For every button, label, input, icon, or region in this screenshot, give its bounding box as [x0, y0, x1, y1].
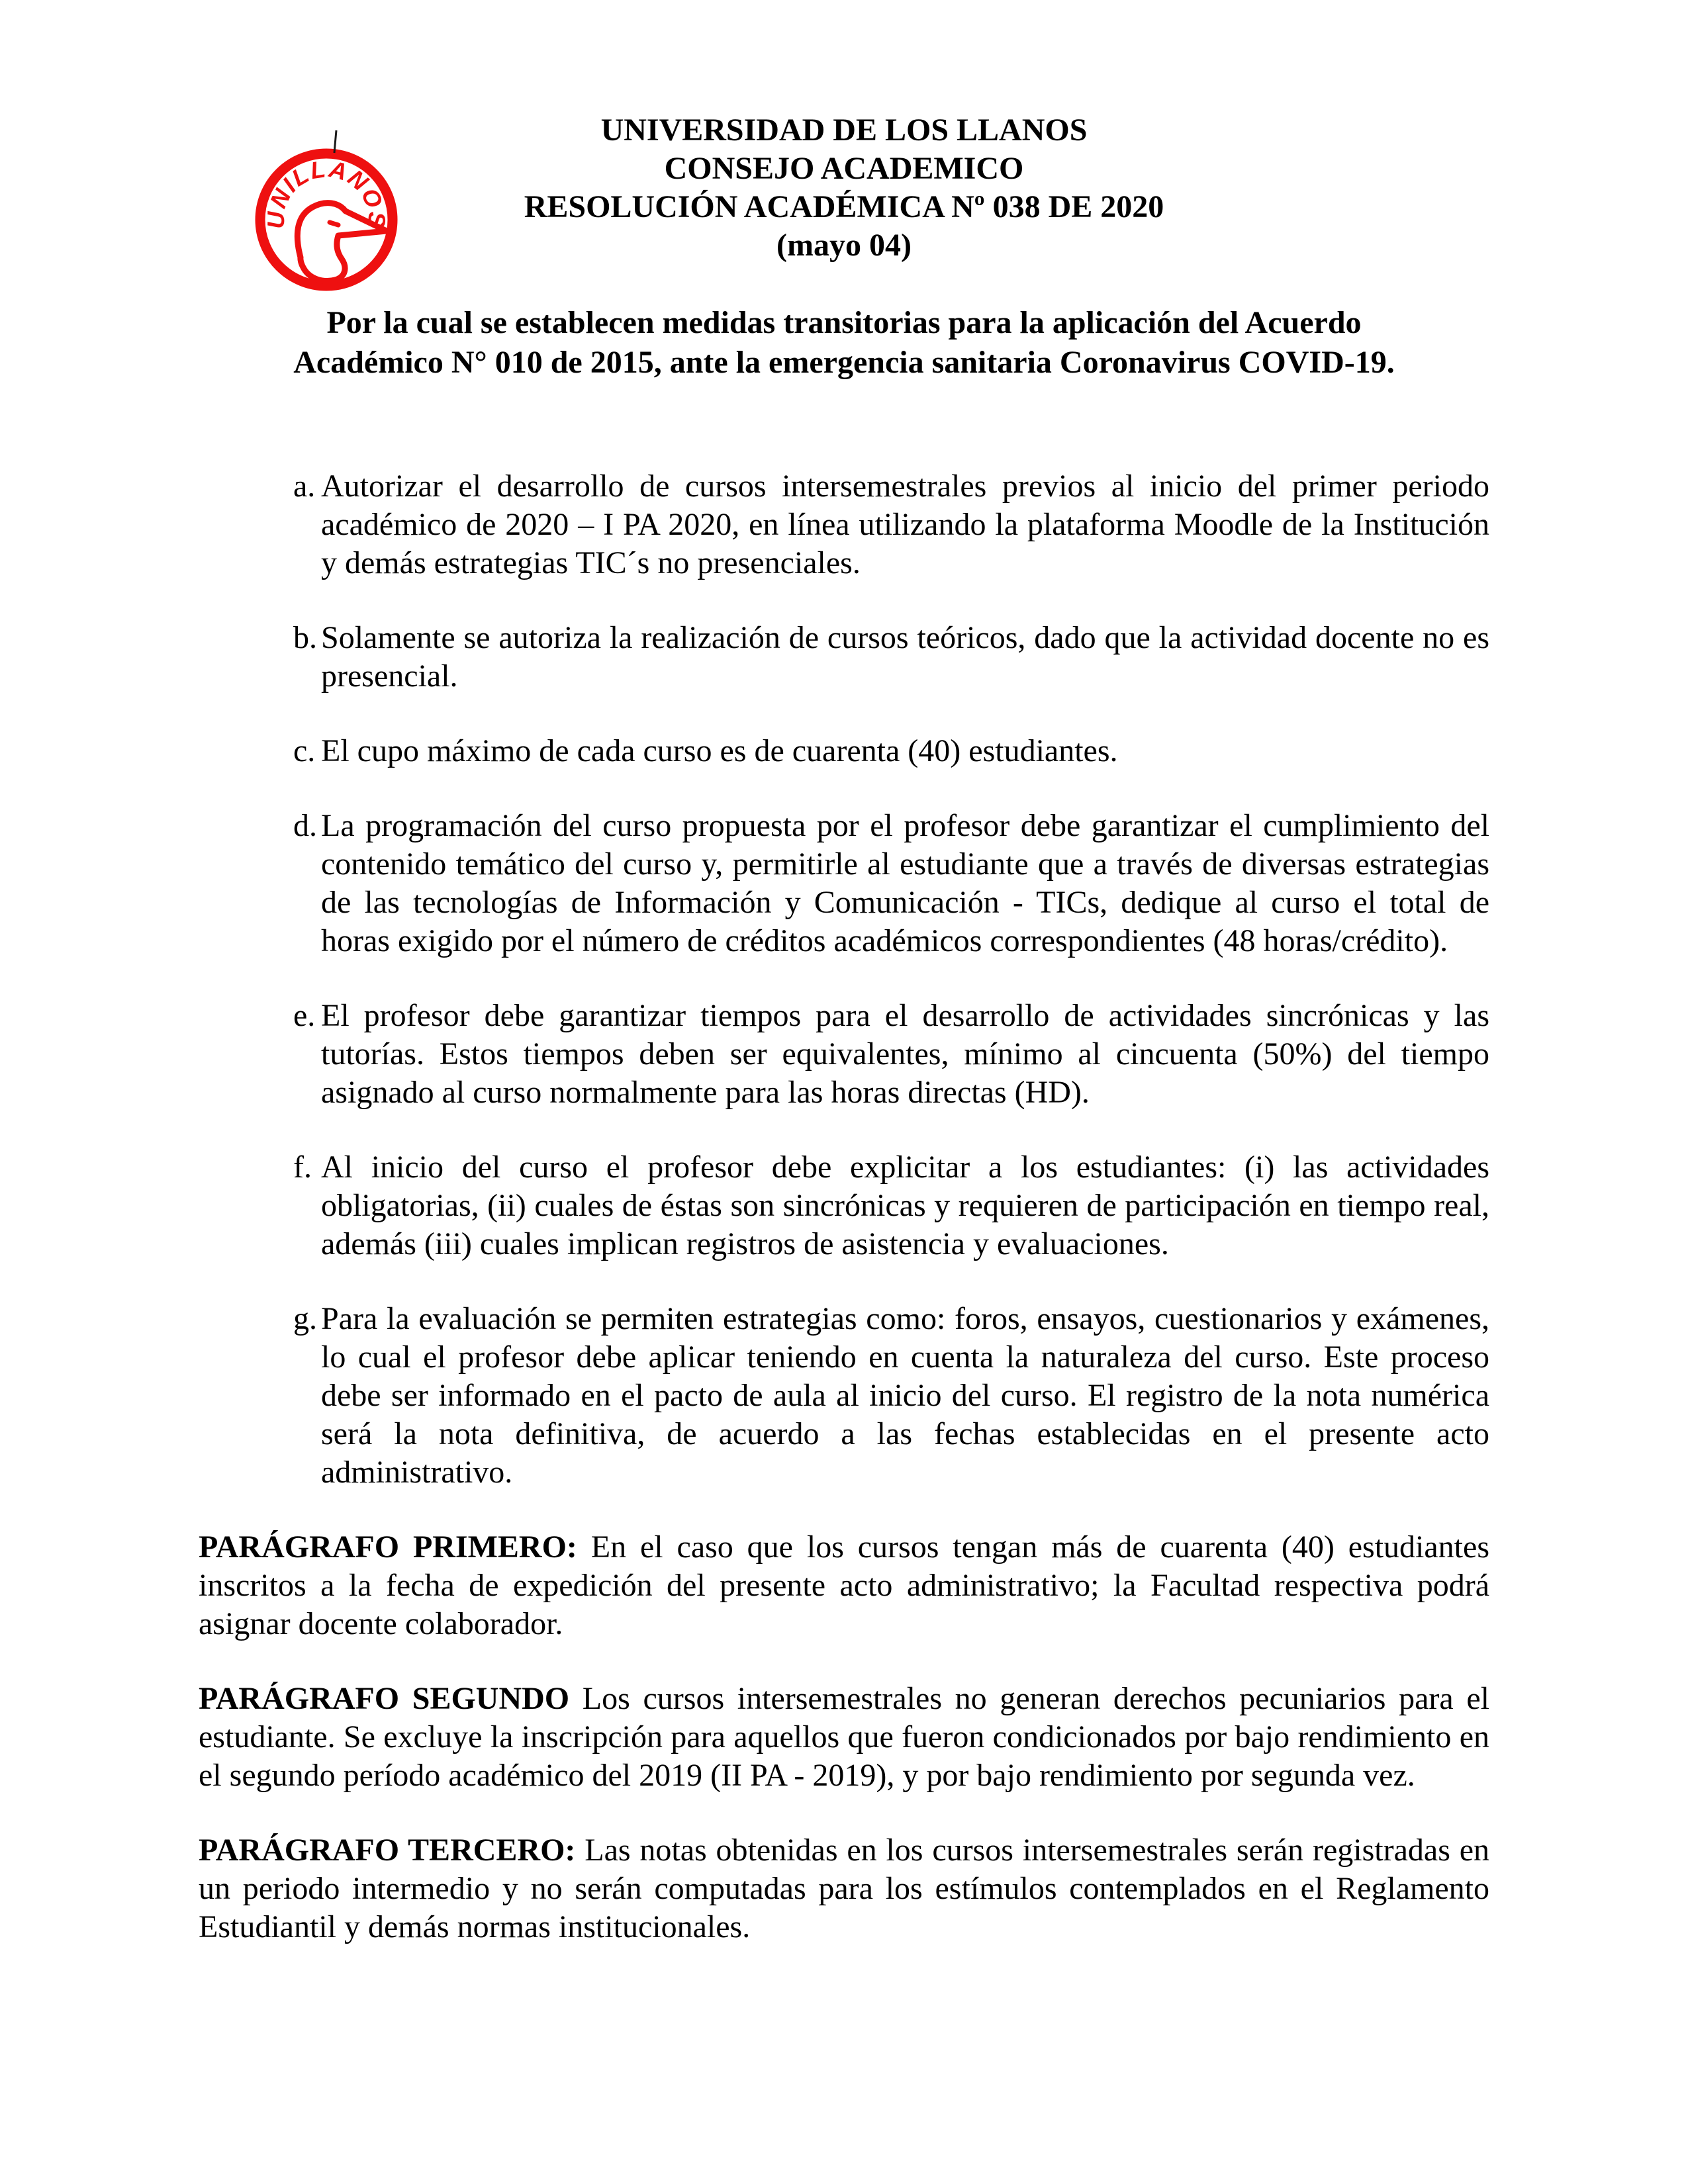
item-text: La programación del curso propuesta por el profesor debe garantizar el cumplimiento del contenido temático del curso y, permitirle al estudiante que a través de diversas estrategias de las tecnologías de Información y Comunicación - TICs, dedique al curso el total de horas exigido por el número de créditos académicos correspondientes (48 horas/crédito). [321, 808, 1489, 958]
list-item [293, 732, 1489, 770]
paragraph-segundo [199, 1680, 1489, 1795]
unillanos-logo [252, 128, 401, 296]
item-text: Para la evaluación se permiten estrategias como: foros, ensayos, cuestionarios y exámenes, lo cual el profesor debe aplicar teniendo en cuenta la naturaleza del curso. Este proceso debe ser informado en el pacto de aula al inicio del curso. El registro de la nota numérica será la nota definitiva, de acuerdo a las fechas establecidas en el presente acto administrativo. [321, 1301, 1489, 1490]
item-text: Al inicio del curso el profesor debe explicitar a los estudiantes: (i) las actividades obligatorias, (ii) cuales de éstas son sincrónicas y requieren de participación en tiempo real, además (iii) cuales implican registros de asistencia y evaluaciones. [321, 1150, 1489, 1261]
logo-text-path: UNILLANOS [261, 155, 391, 230]
item-marker: a. [293, 469, 316, 504]
item-marker: e. [293, 998, 316, 1033]
item-text: El cupo máximo de cada curso es de cuarenta (40) estudiantes. [321, 733, 1118, 768]
resolution-number: RESOLUCIÓN ACADÉMICA Nº 038 DE 2020 [524, 189, 1164, 224]
list-item [293, 1300, 1489, 1492]
subject-line: Por la cual se establecen medidas transitorias para la aplicación del Acuerdo [326, 305, 1362, 340]
list-item [293, 467, 1489, 582]
item-marker: f. [293, 1150, 312, 1185]
org-name: UNIVERSIDAD DE LOS LLANOS [600, 113, 1088, 148]
resolution-subject [0, 303, 1688, 383]
paragraph-label: PARÁGRAFO TERCERO: [199, 1833, 576, 1868]
paragraph-label: PARÁGRAFO SEGUNDO [199, 1681, 570, 1716]
list-item [293, 997, 1489, 1112]
item-marker: g. [293, 1301, 317, 1336]
paragraph-primero [199, 1528, 1489, 1643]
heron-eye-icon [330, 222, 338, 225]
paragraph-text: Los cursos intersemestrales no generan derechos pecuniarios para el estudiante. Se excluye la inscripción para aquellos que fueron condicionados por bajo rendimiento en el segundo período académico del 2019 (II PA - 2019), y por bajo rendimiento por segunda vez. [199, 1681, 1489, 1793]
item-text: El profesor debe garantizar tiempos para el desarrollo de actividades sincrónicas y las tutorías. Estos tiempos deben ser equivalentes, mínimo al cincuenta (50%) del tiempo asignado al curso normalmente para las horas directas (HD). [321, 998, 1489, 1110]
item-text: Solamente se autoriza la realización de cursos teóricos, dado que la actividad docente no es presencial. [321, 620, 1489, 694]
resolution-items-list [293, 467, 1489, 1492]
paragraph-text: En el caso que los cursos tengan más de cuarenta (40) estudiantes inscritos a la fecha de expedición del presente acto administrativo; la Facultad respectiva podrá asignar docente colaborador. [199, 1529, 1489, 1641]
list-item [293, 1148, 1489, 1263]
list-item [293, 807, 1489, 960]
subject-line: Académico N° 010 de 2015, ante la emergencia sanitaria Coronavirus COVID-19. [293, 345, 1395, 380]
paragraphs-section [199, 1528, 1489, 1946]
resolution-date: (mayo 04) [776, 228, 912, 263]
list-item [293, 619, 1489, 696]
paragraph-tercero [199, 1831, 1489, 1946]
item-marker: b. [293, 620, 317, 655]
item-text: Autorizar el desarrollo de cursos intersemestrales previos al inicio del primer periodo académico de 2020 – I PA 2020, en línea utilizando la plataforma Moodle de la Institución y demás estrategias TIC´s no presenciales. [321, 469, 1489, 580]
council-name: CONSEJO ACADEMICO [664, 151, 1024, 186]
item-marker: d. [293, 808, 317, 843]
paragraph-label: PARÁGRAFO PRIMERO: [199, 1529, 577, 1565]
paragraph-text: Las notas obtenidas en los cursos intersemestrales serán registradas en un periodo intermedio y no serán computadas para los estímulos contemplados en el Reglamento Estudiantil y demás normas institucionales. [199, 1833, 1490, 1944]
item-marker: c. [293, 733, 316, 768]
